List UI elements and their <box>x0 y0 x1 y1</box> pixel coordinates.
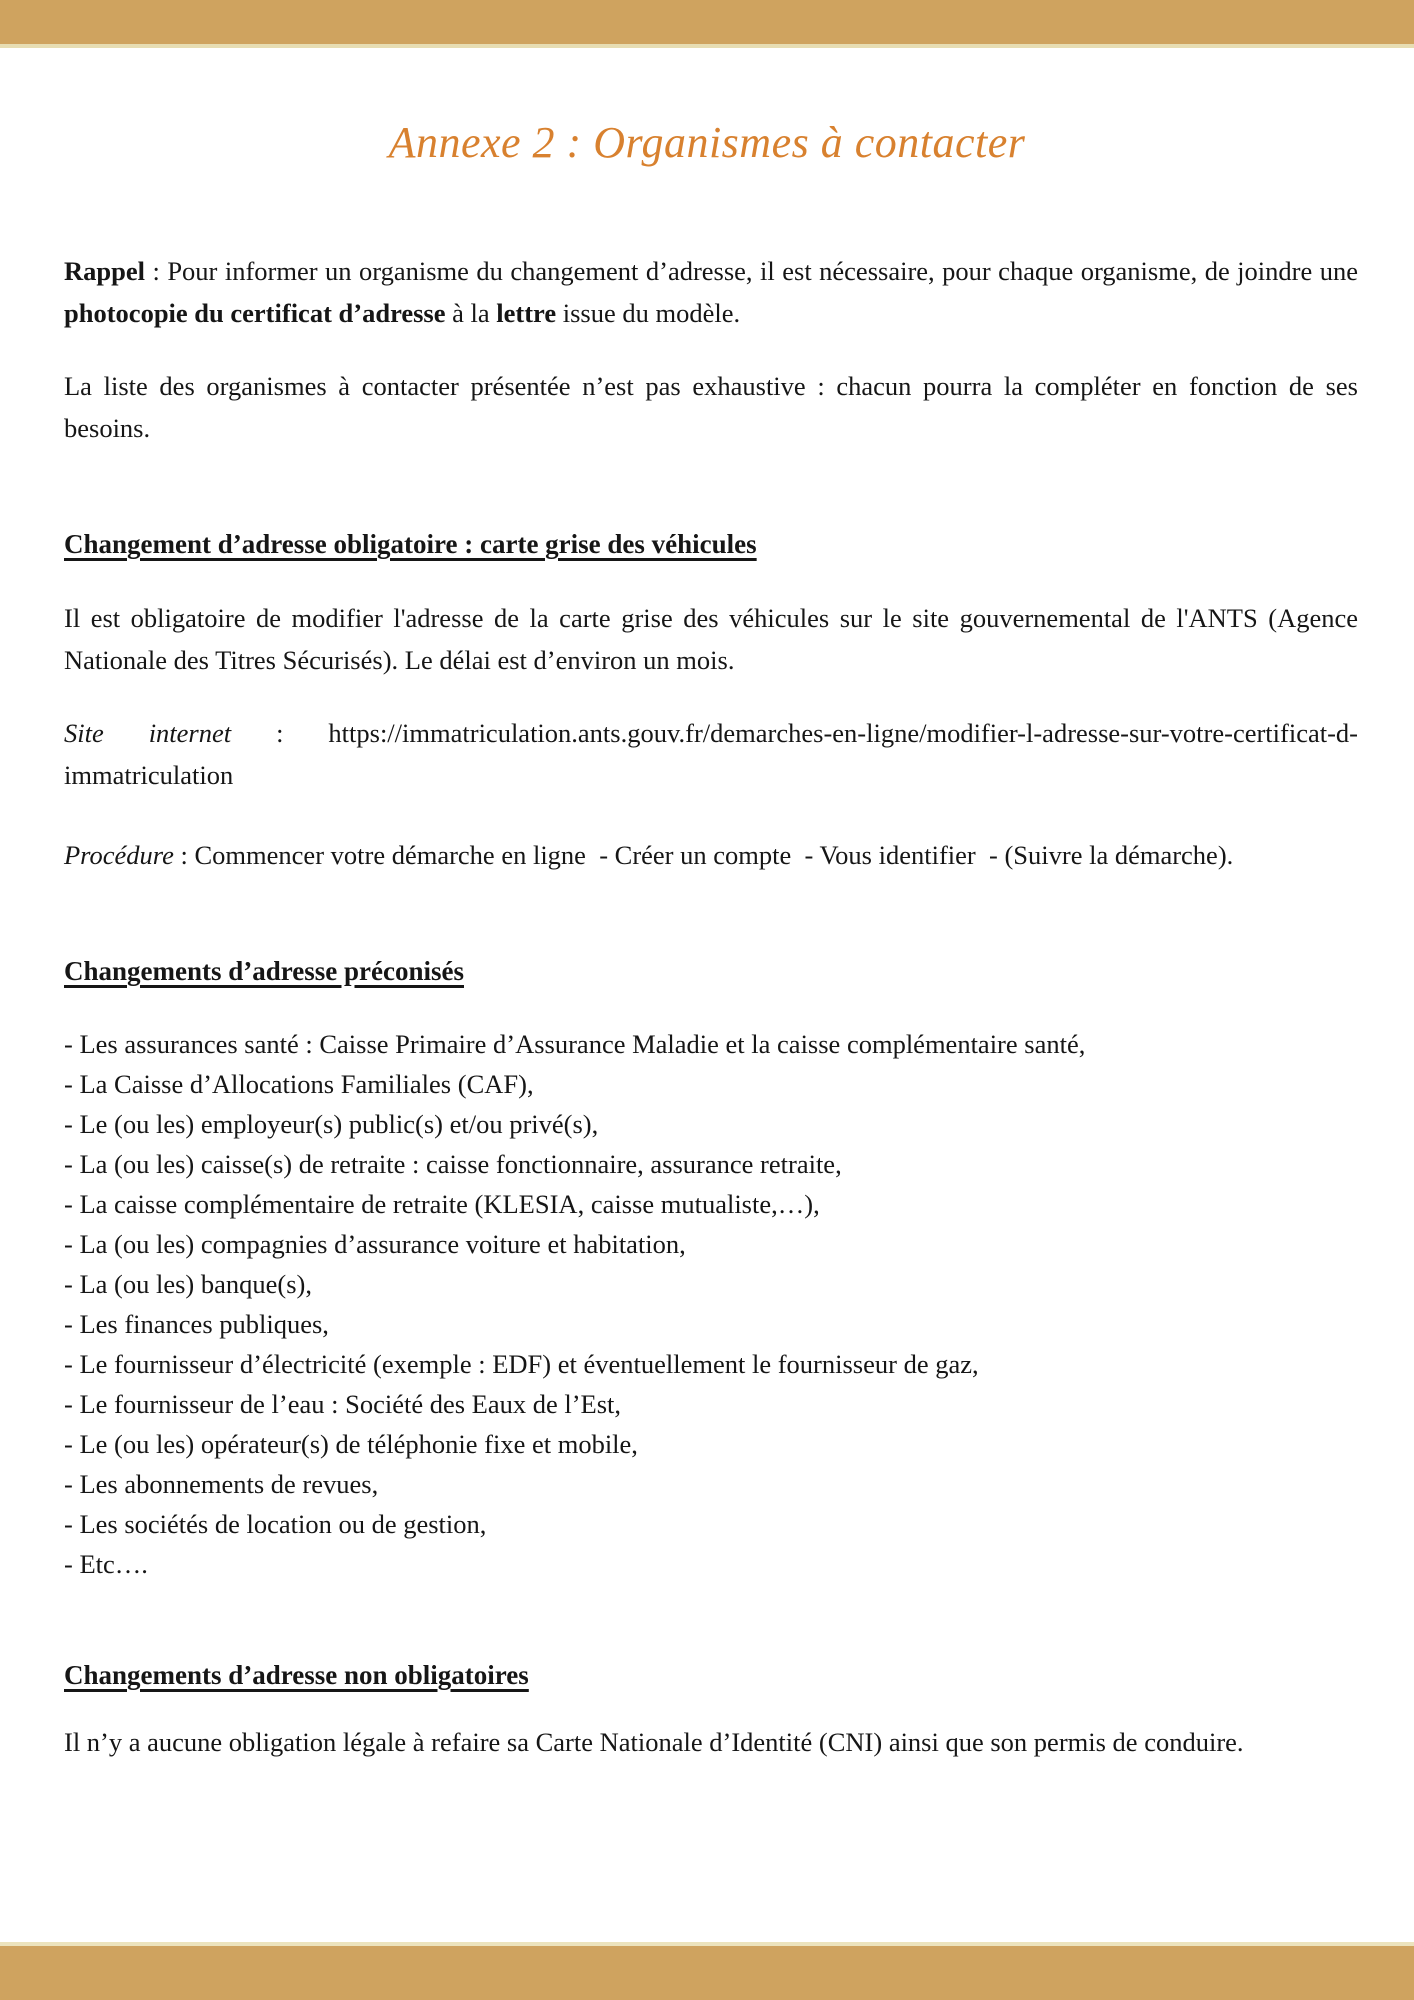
dash-bullet: - <box>64 1189 80 1219</box>
list-item <box>64 1504 1358 1544</box>
list-item <box>64 1304 1358 1344</box>
list-item <box>64 1424 1358 1464</box>
section-heading-carte-grise: Changement d’adresse obligatoire : carte grise des véhicules <box>64 529 757 559</box>
dash-bullet: - <box>64 1349 80 1379</box>
section3-paragraph-cni: Il n’y a aucune obligation légale à refaire sa Carte Nationale d’Identité (CNI) ainsi que son permis de conduire. <box>64 1727 1244 1757</box>
list-item <box>64 1224 1358 1264</box>
list-item <box>64 1544 1358 1584</box>
list-item-text: Les abonnements de revues, <box>79 1469 379 1499</box>
site-internet-line <box>64 712 1358 796</box>
list-item <box>64 1064 1358 1104</box>
page-title: Annexe 2 : Organismes à contacter <box>388 118 1026 167</box>
procedure-text: : Commencer votre démarche en ligne - Créer un compte - Vous identifier - (Suivre la démarche). <box>173 840 1234 870</box>
list-item-text: Le (ou les) opérateur(s) de téléphonie fixe et mobile, <box>79 1429 638 1459</box>
rappel-text: issue du modèle. <box>556 298 741 328</box>
list-item-text: La (ou les) compagnies d’assurance voiture et habitation, <box>79 1229 686 1259</box>
rappel-label: Rappel <box>64 256 145 286</box>
list-item-text: La (ou les) caisse(s) de retraite : caisse fonctionnaire, assurance retraite, <box>79 1149 842 1179</box>
dash-bullet: - <box>64 1469 80 1499</box>
list-item <box>64 1344 1358 1384</box>
top-accent-band <box>0 0 1414 48</box>
list-item-text: Le fournisseur de l’eau : Société des Eaux de l’Est, <box>79 1389 622 1419</box>
intro-paragraph-liste: La liste des organismes à contacter présentée n’est pas exhaustive : chacun pourra la compléter en fonction de ses besoins. <box>64 371 1358 443</box>
dash-bullet: - <box>64 1429 80 1459</box>
dash-bullet: - <box>64 1509 80 1539</box>
list-item-text: Les finances publiques, <box>79 1309 329 1339</box>
list-item-text: La caisse complémentaire de retraite (KLESIA, caisse mutualiste,…), <box>79 1189 820 1219</box>
list-item-text: Les assurances santé : Caisse Primaire d’Assurance Maladie et la caisse complémentaire santé, <box>79 1029 1086 1059</box>
ants-url[interactable]: https://immatriculation.ants.gouv.fr/demarches-en-ligne/modifier-l-adresse-sur-votre-certificat-d-immatriculation <box>64 718 1358 790</box>
dash-bullet: - <box>64 1149 80 1179</box>
list-item <box>64 1384 1358 1424</box>
dash-bullet: - <box>64 1029 80 1059</box>
dash-bullet: - <box>64 1109 80 1139</box>
section-heading-preconises: Changements d’adresse préconisés <box>64 956 464 986</box>
list-item-text: Etc…. <box>79 1549 148 1579</box>
dash-bullet: - <box>64 1389 80 1419</box>
intro-paragraph-rappel <box>64 250 1358 334</box>
preconises-list <box>64 1024 1358 1584</box>
procedure-label: Procédure <box>64 840 174 870</box>
site-internet-label: Site internet <box>64 718 232 748</box>
dash-bullet: - <box>64 1069 80 1099</box>
dash-bullet: - <box>64 1229 80 1259</box>
list-item-text: Les sociétés de location ou de gestion, <box>79 1509 487 1539</box>
list-item <box>64 1104 1358 1144</box>
list-item-text: Le fournisseur d’électricité (exemple : EDF) et éventuellement le fournisseur de gaz, <box>79 1349 979 1379</box>
rappel-text: à la <box>445 298 497 328</box>
site-internet-separator: : <box>231 718 329 748</box>
list-item-text: La (ou les) banque(s), <box>79 1269 312 1299</box>
list-item-text: Le (ou les) employeur(s) public(s) et/ou privé(s), <box>79 1109 599 1139</box>
list-item <box>64 1184 1358 1224</box>
document-body <box>0 250 1414 1763</box>
bottom-accent-band <box>0 1942 1414 2000</box>
list-item <box>64 1024 1358 1064</box>
section-heading-non-obligatoires: Changements d’adresse non obligatoires <box>64 1660 529 1690</box>
rappel-bold-lettre: lettre <box>496 298 557 328</box>
list-item-text: La Caisse d’Allocations Familiales (CAF), <box>79 1069 534 1099</box>
list-item <box>64 1264 1358 1304</box>
list-item <box>64 1464 1358 1504</box>
dash-bullet: - <box>64 1549 80 1579</box>
dash-bullet: - <box>64 1269 80 1299</box>
rappel-text: : Pour informer un organisme du changement d’adresse, il est nécessaire, pour chaque organisme, de joindre une <box>145 256 1358 286</box>
rappel-bold-photocopie: photocopie du certificat d’adresse <box>64 298 446 328</box>
procedure-line <box>64 834 1358 876</box>
dash-bullet: - <box>64 1309 80 1339</box>
section1-paragraph-ants: Il est obligatoire de modifier l'adresse de la carte grise des véhicules sur le site gouvernemental de l'ANTS (Agence Nationale des Titres Sécurisés). Le délai est d’environ un mois. <box>64 603 1358 675</box>
list-item <box>64 1144 1358 1184</box>
